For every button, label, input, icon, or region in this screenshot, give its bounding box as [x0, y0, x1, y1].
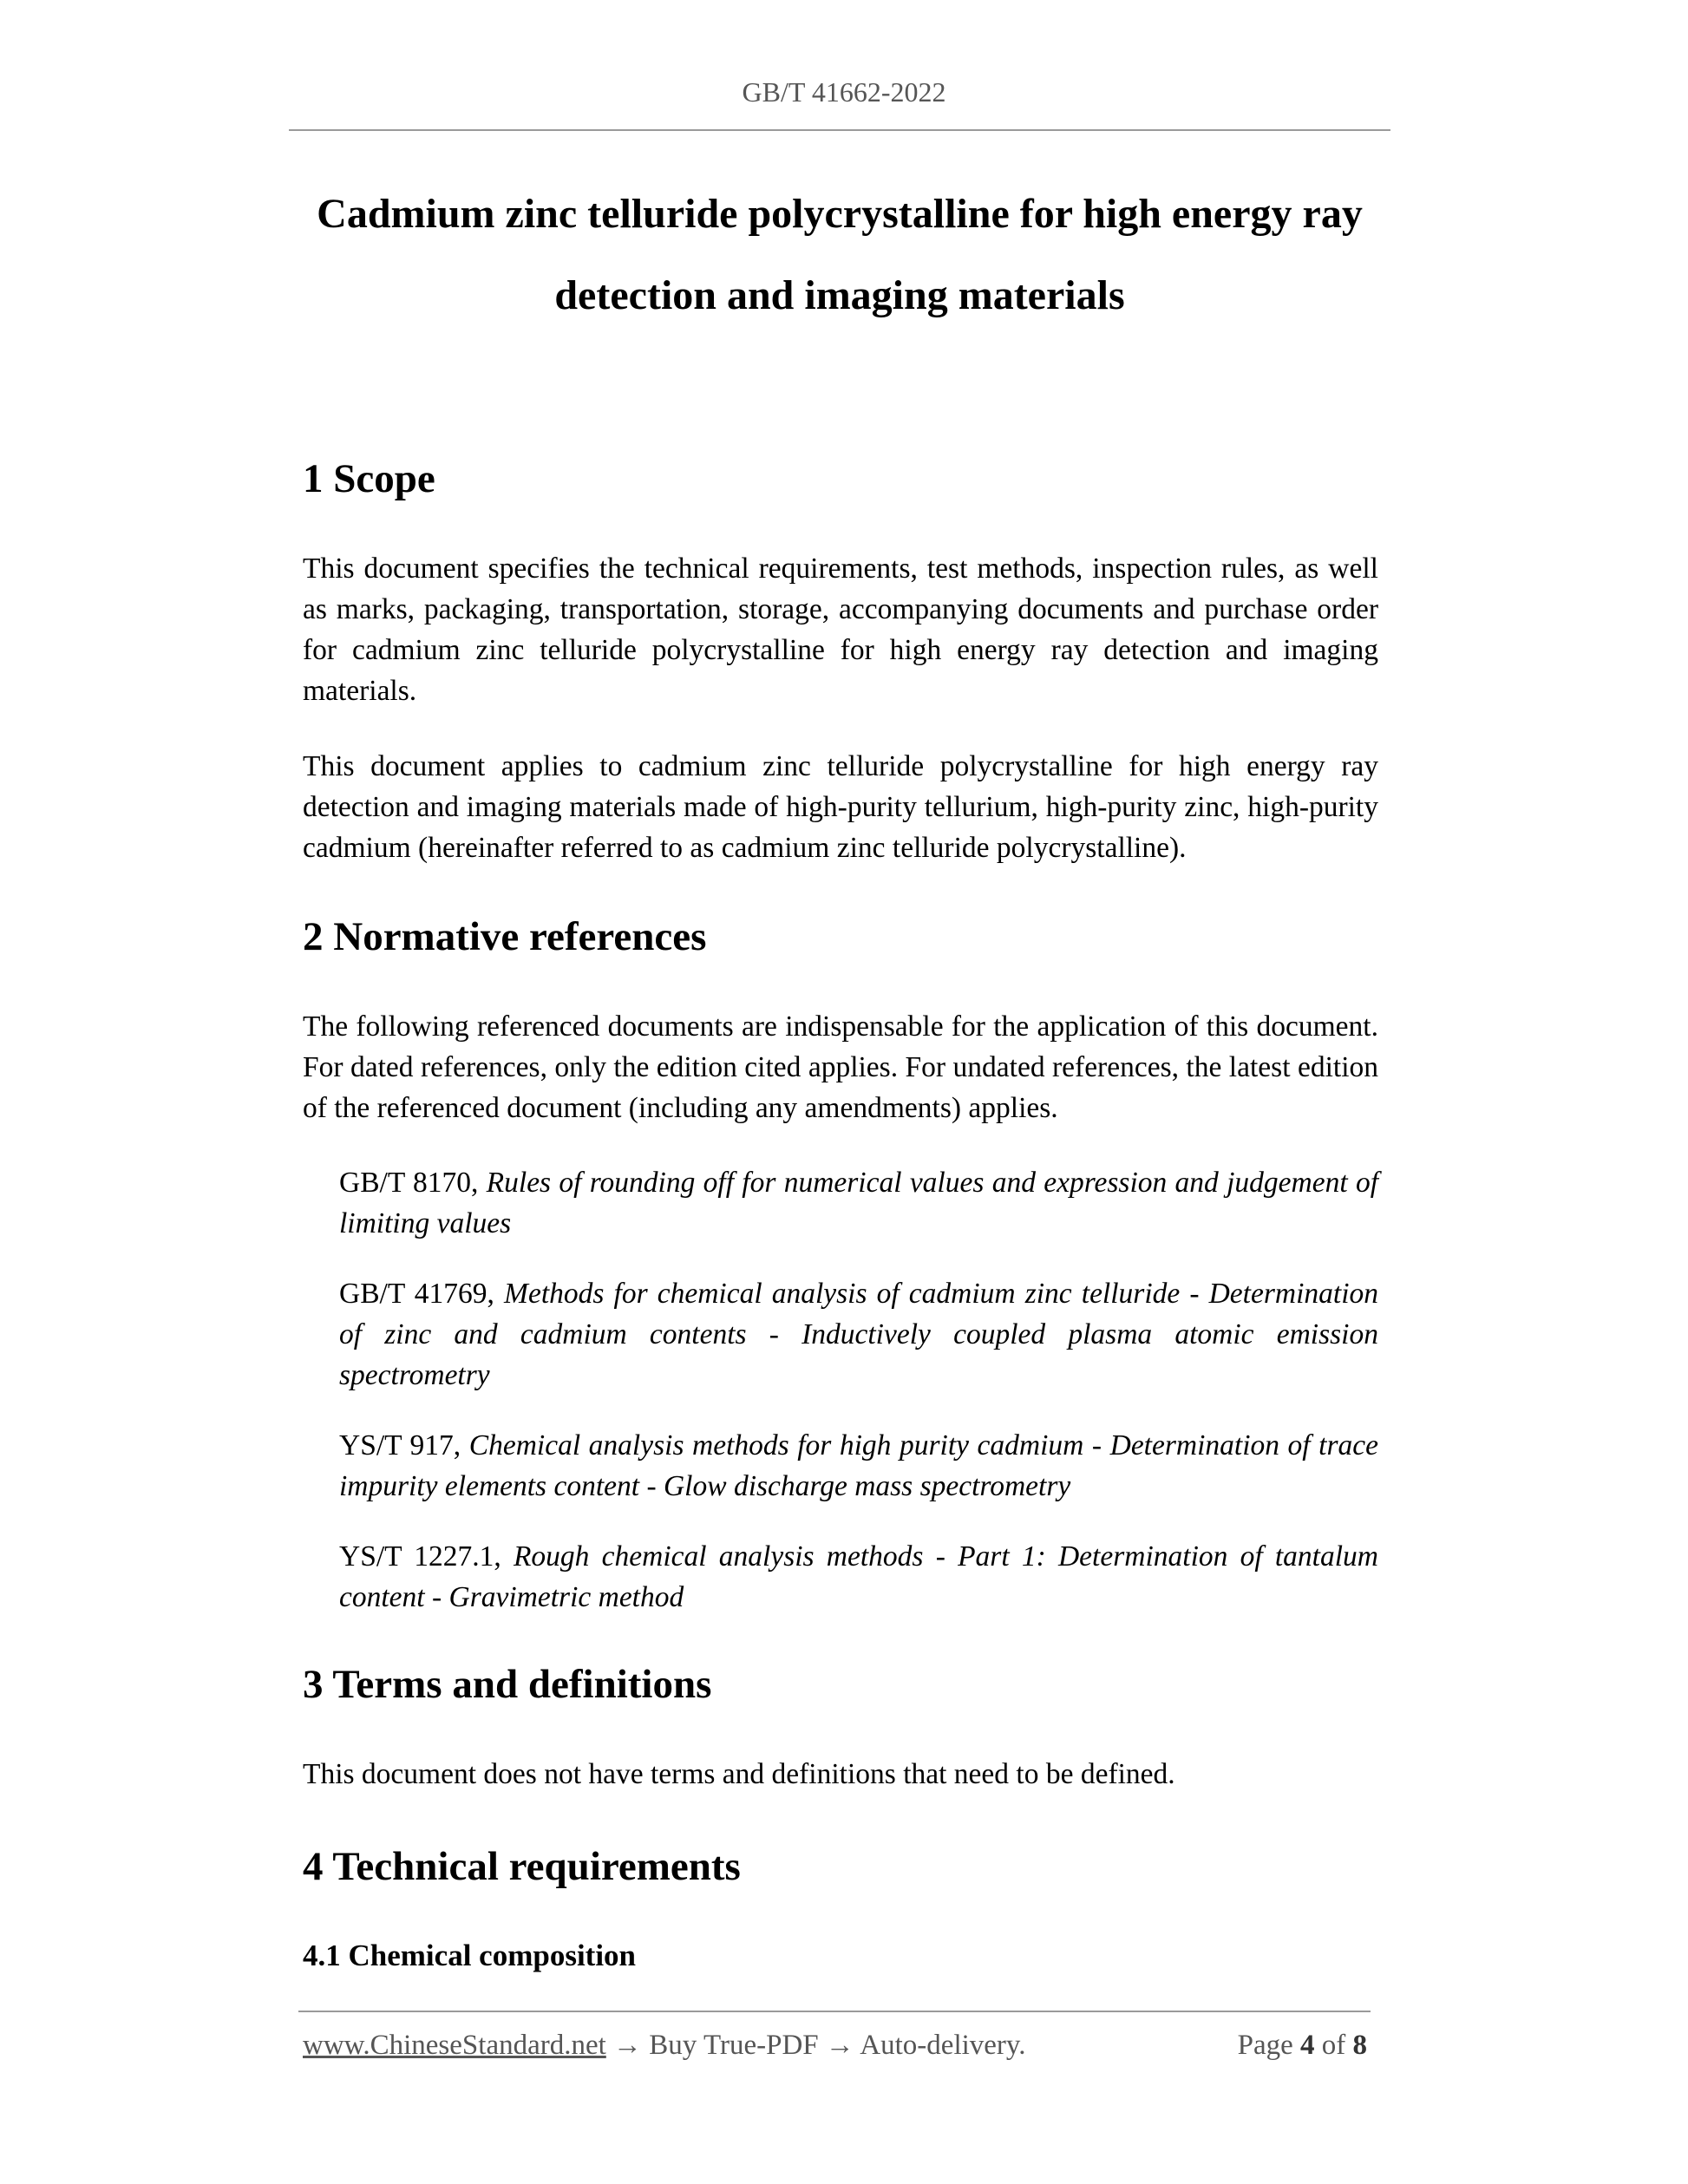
reference-title: Chemical analysis methods for high purity cadmium - Determination of trace impurity elements content - Glow discharge mass spectrometry	[339, 1429, 1378, 1502]
document-title	[289, 173, 1390, 337]
document-title-line1: Cadmium zinc telluride polycrystalline for high energy ray	[317, 191, 1363, 237]
reference-title: Rules of rounding off for numerical values and expression and judgement of limiting values	[339, 1167, 1379, 1239]
page-total: 8	[1352, 2030, 1367, 2061]
header-divider	[289, 129, 1390, 131]
section-heading-normative-references: 2 Normative references	[303, 914, 707, 959]
section-heading-scope: 1 Scope	[303, 456, 435, 501]
footer-divider	[298, 2011, 1371, 2012]
subsection-heading-chemical-composition: 4.1 Chemical composition	[303, 1939, 637, 1972]
terms-paragraph-1: This document does not have terms and definitions that need to be defined.	[303, 1758, 1175, 1790]
reference-code: GB/T 8170,	[339, 1167, 479, 1199]
footer-page-number	[1238, 2030, 1367, 2062]
reference-title: Methods for chemical analysis of cadmium zinc telluride - Determination of zinc and cadmium contents - Inductively coupled plasma atomic emission spectrometry	[339, 1278, 1379, 1391]
section-heading-terms-and-definitions: 3 Terms and definitions	[303, 1662, 712, 1707]
reference-item	[339, 1162, 1378, 1244]
reference-code: YS/T 1227.1,	[339, 1540, 501, 1573]
reference-title: Rough chemical analysis methods - Part 1: Determination of tantalum content - Gravimetric method	[339, 1540, 1378, 1613]
page-label: Page	[1237, 2030, 1293, 2061]
reference-item	[339, 1425, 1378, 1507]
normative-paragraph-1: The following referenced documents are indispensable for the application of this document. For dated references, only the edition cited applies. For undated references, the latest edition of the referenced document (including any amendments) applies.	[303, 1010, 1378, 1124]
page-current: 4	[1300, 2030, 1315, 2061]
scope-paragraph-1: This document specifies the technical requirements, test methods, inspection rules, as well as marks, packaging, transportation, storage, accompanying documents and purchase order for cadmium zinc telluride polycrystalline for high energy ray detection and imaging materials.	[303, 553, 1378, 707]
reference-code: GB/T 41769,	[339, 1278, 494, 1310]
section-heading-technical-requirements: 4 Technical requirements	[303, 1844, 741, 1889]
page-of-label: of	[1321, 2030, 1346, 2061]
footer-links	[303, 2030, 1026, 2062]
scope-paragraph-2: This document applies to cadmium zinc telluride polycrystalline for high energy ray detection and imaging materials made of high-purity tellurium, high-purity zinc, high-purity cadmium (hereinafter referred to as cadmium zinc telluride polycrystalline).	[303, 750, 1378, 864]
reference-code: YS/T 917,	[339, 1429, 461, 1461]
footer-site-link[interactable]: www.ChineseStandard.net	[303, 2030, 606, 2061]
document-title-line2: detection and imaging materials	[554, 272, 1125, 318]
reference-item	[339, 1273, 1378, 1396]
header-standard-code: GB/T 41662-2022	[742, 76, 946, 108]
reference-item	[339, 1536, 1378, 1618]
footer-trail-text: → Buy True-PDF → Auto-delivery.	[605, 2030, 1026, 2061]
